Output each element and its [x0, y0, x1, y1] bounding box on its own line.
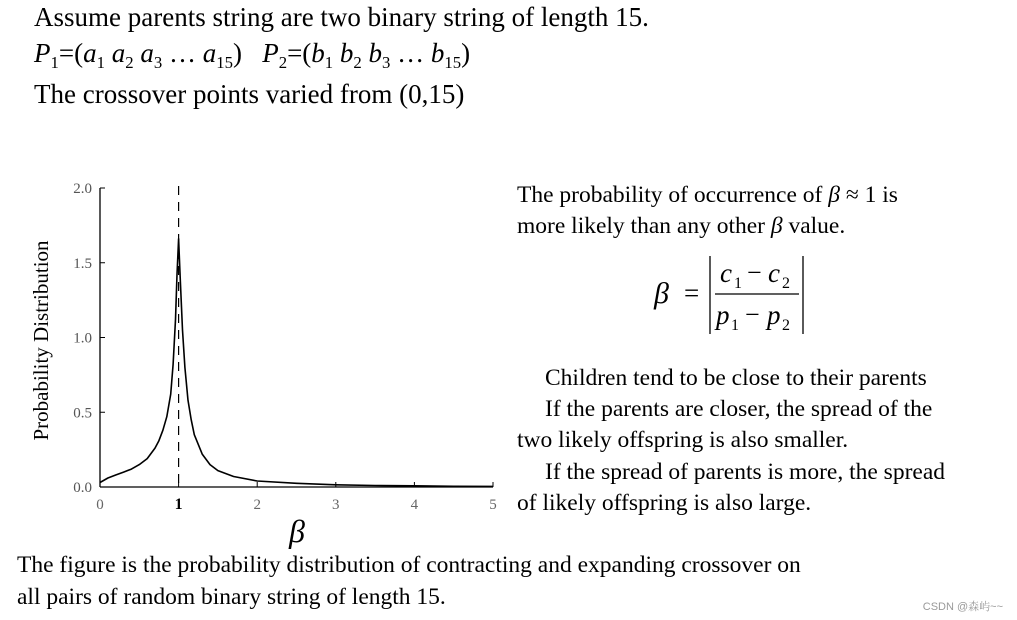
dots-2: …	[390, 38, 431, 68]
explanation-line-3: two likely offspring is also smaller.	[517, 427, 849, 453]
beta-statement-line-2	[517, 211, 845, 242]
a3-subscript: 3	[153, 52, 163, 72]
y-tick-label: 0.0	[73, 480, 92, 496]
x-tick-label: 5	[489, 497, 497, 513]
figure-caption-line-2: all pairs of random binary string of length 15.	[17, 584, 446, 610]
y-tick-label: 1.0	[73, 330, 92, 347]
beta-statement-text-c: more likely than any other	[517, 213, 771, 239]
explanation-line-2: If the parents are closer, the spread of the	[545, 396, 933, 422]
parent-strings-definition	[34, 38, 470, 73]
y-tick-label: 1.5	[73, 255, 92, 272]
x-axis-label: β	[289, 513, 305, 549]
beta-formula	[650, 250, 820, 340]
beta-symbol-2: β	[770, 213, 783, 239]
heading-line-1: Assume parents string are two binary string of length 15.	[34, 2, 649, 32]
p1-symbol: P	[34, 38, 51, 68]
formula-c1-sub: 1	[734, 275, 742, 292]
b2: b	[339, 38, 354, 68]
b15-subscript: 15	[444, 52, 462, 72]
x-tick-label: 4	[410, 497, 419, 513]
chart-plot-area	[29, 181, 497, 549]
p1-subscript: 1	[50, 52, 59, 72]
formula-c1: c	[720, 258, 732, 288]
x-tick-label: 0	[96, 497, 104, 513]
formula-p2-sub: 2	[782, 317, 790, 334]
p2-subscript: 2	[278, 52, 288, 72]
p1-equals: =(	[58, 38, 84, 68]
b1: b	[311, 38, 325, 68]
beta-statement-text-a: The probability of occurrence of	[517, 182, 829, 208]
formula-p1: p	[716, 300, 730, 330]
close-paren-2: )	[461, 38, 471, 68]
formula-minus-top: −	[747, 258, 762, 287]
a1: a	[83, 38, 97, 68]
a3: a	[140, 38, 154, 68]
watermark: CSDN @森屿~~	[922, 601, 1003, 613]
b15: b	[430, 38, 445, 68]
x-tick-label: 3	[332, 497, 340, 513]
a2: a	[111, 38, 126, 68]
p2-equals: =(	[287, 38, 312, 68]
x-tick-label: 1	[174, 496, 183, 513]
close-paren-1: )	[232, 38, 242, 68]
a15: a	[202, 38, 217, 68]
beta-statement-text-b: ≈ 1 is	[839, 182, 898, 208]
formula-p2: p	[767, 300, 781, 330]
beta-statement-text-d: value.	[782, 213, 846, 239]
y-tick-label: 2.0	[73, 181, 92, 197]
a1-subscript: 1	[96, 52, 105, 72]
b2-subscript: 2	[353, 52, 362, 72]
beta-statement-line-1	[517, 180, 898, 211]
p2-symbol: P	[262, 38, 279, 68]
y-tick-label: 0.5	[73, 405, 92, 422]
distribution-curve	[100, 239, 493, 487]
explanation-line-5: of likely offspring is also large.	[517, 490, 812, 516]
probability-distribution-chart	[0, 170, 510, 550]
a2-subscript: 2	[125, 52, 134, 72]
formula-beta: β	[654, 277, 669, 310]
b3: b	[368, 38, 383, 68]
dots-1: …	[162, 38, 203, 68]
y-axis-label: Probability Distribution	[29, 240, 53, 441]
formula-equals: =	[684, 278, 700, 308]
a15-subscript: 15	[216, 52, 233, 72]
b3-subscript: 3	[382, 52, 391, 72]
formula-c2-sub: 2	[782, 275, 790, 292]
explanation-line-1: Children tend to be close to their parents	[545, 365, 927, 391]
heading-line-3: The crossover points varied from (0,15)	[34, 79, 465, 109]
formula-minus-bottom: −	[745, 300, 760, 329]
explanation-line-4: If the spread of parents is more, the spread	[545, 459, 946, 485]
formula-p1-sub: 1	[731, 317, 739, 334]
beta-symbol: β	[828, 182, 840, 208]
figure-caption-line-1: The figure is the probability distribution of contracting and expanding crossover on	[17, 552, 801, 578]
formula-c2: c	[768, 258, 780, 288]
x-tick-label: 2	[253, 497, 261, 513]
b1-subscript: 1	[324, 52, 334, 72]
